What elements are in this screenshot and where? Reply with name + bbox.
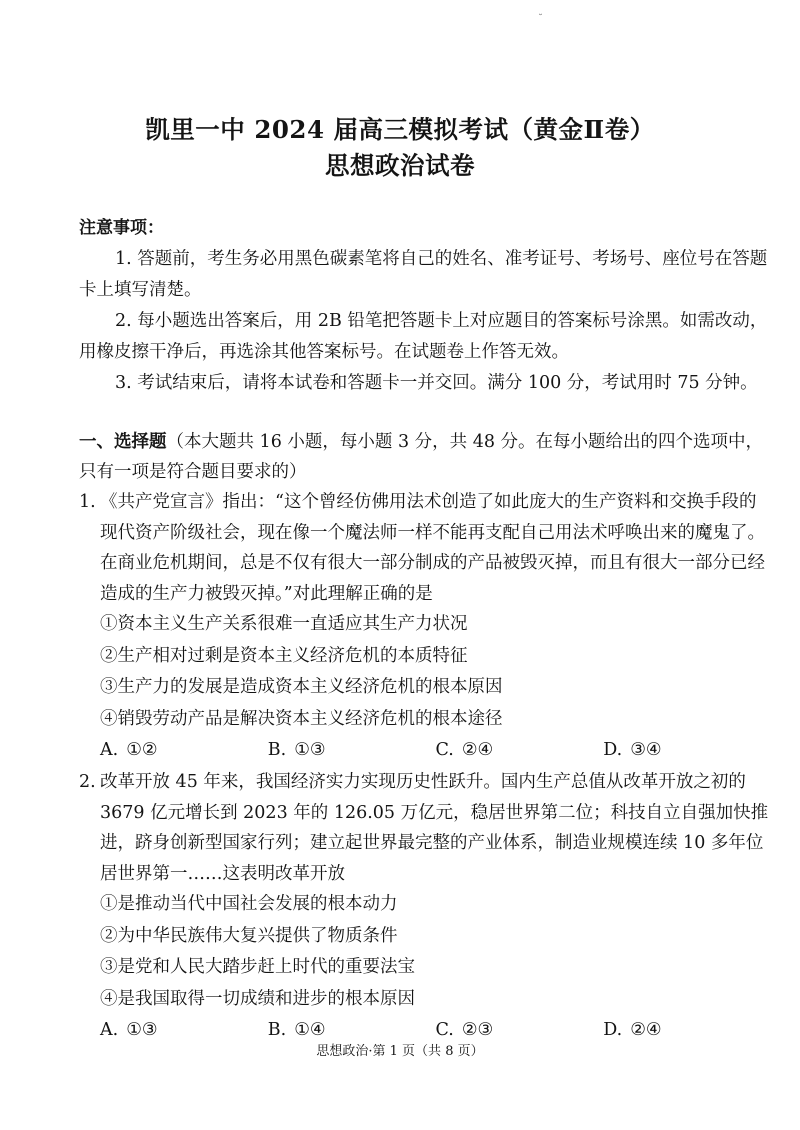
option-letter: A. <box>100 1020 119 1040</box>
statement: ④销毁劳动产品是解决资本主义经济危机的根本途径 <box>100 708 503 729</box>
option-letter: B. <box>267 1020 287 1040</box>
option-letter: C. <box>435 740 454 760</box>
notes-heading: 注意事项： <box>79 218 164 238</box>
statement: ③是党和人民大踏步赶上时代的重要法宝 <box>100 957 415 977</box>
section-instructions: （本大题共 16 小题，每小题 3 分，共 48 分。在每小题给出的四个选项中，只有一项是符合题目要求的） <box>79 432 764 482</box>
option-text: ②④ <box>461 740 494 760</box>
option-letter: D. <box>603 740 623 760</box>
question-text: 《共产党宣言》指出：“这个曾经仿佛用法术创造了如此庞大的生产资料和交换手段的现代资产阶级社会，现在像一个魔法师一样不能再支配自己用法术呼唤出来的魔鬼了。在商业危机期间，总是不仅有很大一部分制成的产品被毁灭掉，而且有很大一部分已经造成的生产力被毁灭掉。”对此理解正确的是 <box>100 492 765 604</box>
answer-option <box>268 735 436 765</box>
exam-title-line1: 凯里一中 2024 届高三模拟考试（黄金Ⅱ卷） <box>145 115 655 144</box>
question-number: 2. <box>79 772 96 792</box>
note-item: 2. 每小题选出答案后，用 2B 铅笔把答题卡上对应题目的答案标号涂黑。如需改动，用橡皮擦干净后，再选涂其他答案标号。在试题卷上作答无效。 <box>79 311 768 362</box>
note-item: 1. 答题前，考生务必用黑色碳素笔将自己的姓名、准考证号、考场号、座位号在答题卡上填写清楚。 <box>79 249 768 300</box>
page-footer: 思想政治·第 1 页（共 8 页） <box>316 1044 484 1059</box>
answer-option <box>603 735 771 765</box>
option-text: ①② <box>126 740 158 760</box>
answer-option <box>100 735 268 765</box>
statement: ③生产力的发展是造成资本主义经济危机的根本原因 <box>100 677 503 697</box>
answer-option <box>436 735 604 765</box>
option-text: ②③ <box>461 1020 494 1040</box>
option-text: ②④ <box>630 1020 662 1040</box>
option-letter: B. <box>267 740 287 760</box>
option-letter: C. <box>435 1020 454 1040</box>
option-text: ①③ <box>294 740 326 760</box>
question <box>79 487 771 765</box>
question <box>79 767 771 1045</box>
option-letter: D. <box>603 1020 623 1040</box>
answer-options <box>79 735 771 765</box>
note-item: 3. 考试结束后，请将本试卷和答题卡一并交回。满分 100 分，考试用时 75 分钟。 <box>115 373 758 393</box>
option-text: ①④ <box>294 1020 326 1040</box>
statement: ②生产相对过剩是资本主义经济危机的本质特征 <box>100 645 468 666</box>
section-intro <box>79 427 771 487</box>
statement: ②为中华民族伟大复兴提供了物质条件 <box>100 925 398 946</box>
option-text: ①③ <box>126 1020 158 1040</box>
statement: ①资本主义生产关系很难一直适应其生产力状况 <box>100 614 468 634</box>
notes-section <box>79 213 771 399</box>
scan-mark: ˘ <box>538 14 543 25</box>
exam-title-line2: 思想政治试卷 <box>325 151 475 180</box>
question-text: 改革开放 45 年来，我国经济实力实现历史性跃升。国内生产总值从改革开放之初的 3679 亿元增长到 2023 年的 126.05 万亿元，稳居世界第二位；科技自立自强加快推进，跻身创新型国家行列；建立起世界最完整的产业体系，制造业规模连续 10 多年位居世界第一……这表明改革开放 <box>100 772 769 884</box>
exam-title <box>0 112 800 184</box>
choice-section <box>79 427 771 1045</box>
option-letter: A. <box>100 740 119 760</box>
question-stem <box>79 767 771 889</box>
statement: ④是我国取得一切成绩和进步的根本原因 <box>100 988 415 1009</box>
question-number: 1. <box>79 492 96 512</box>
statement: ①是推动当代中国社会发展的根本动力 <box>100 894 398 914</box>
section-heading: 一、选择题 <box>79 432 167 452</box>
option-text: ③④ <box>630 740 662 760</box>
question-stem <box>79 487 771 609</box>
